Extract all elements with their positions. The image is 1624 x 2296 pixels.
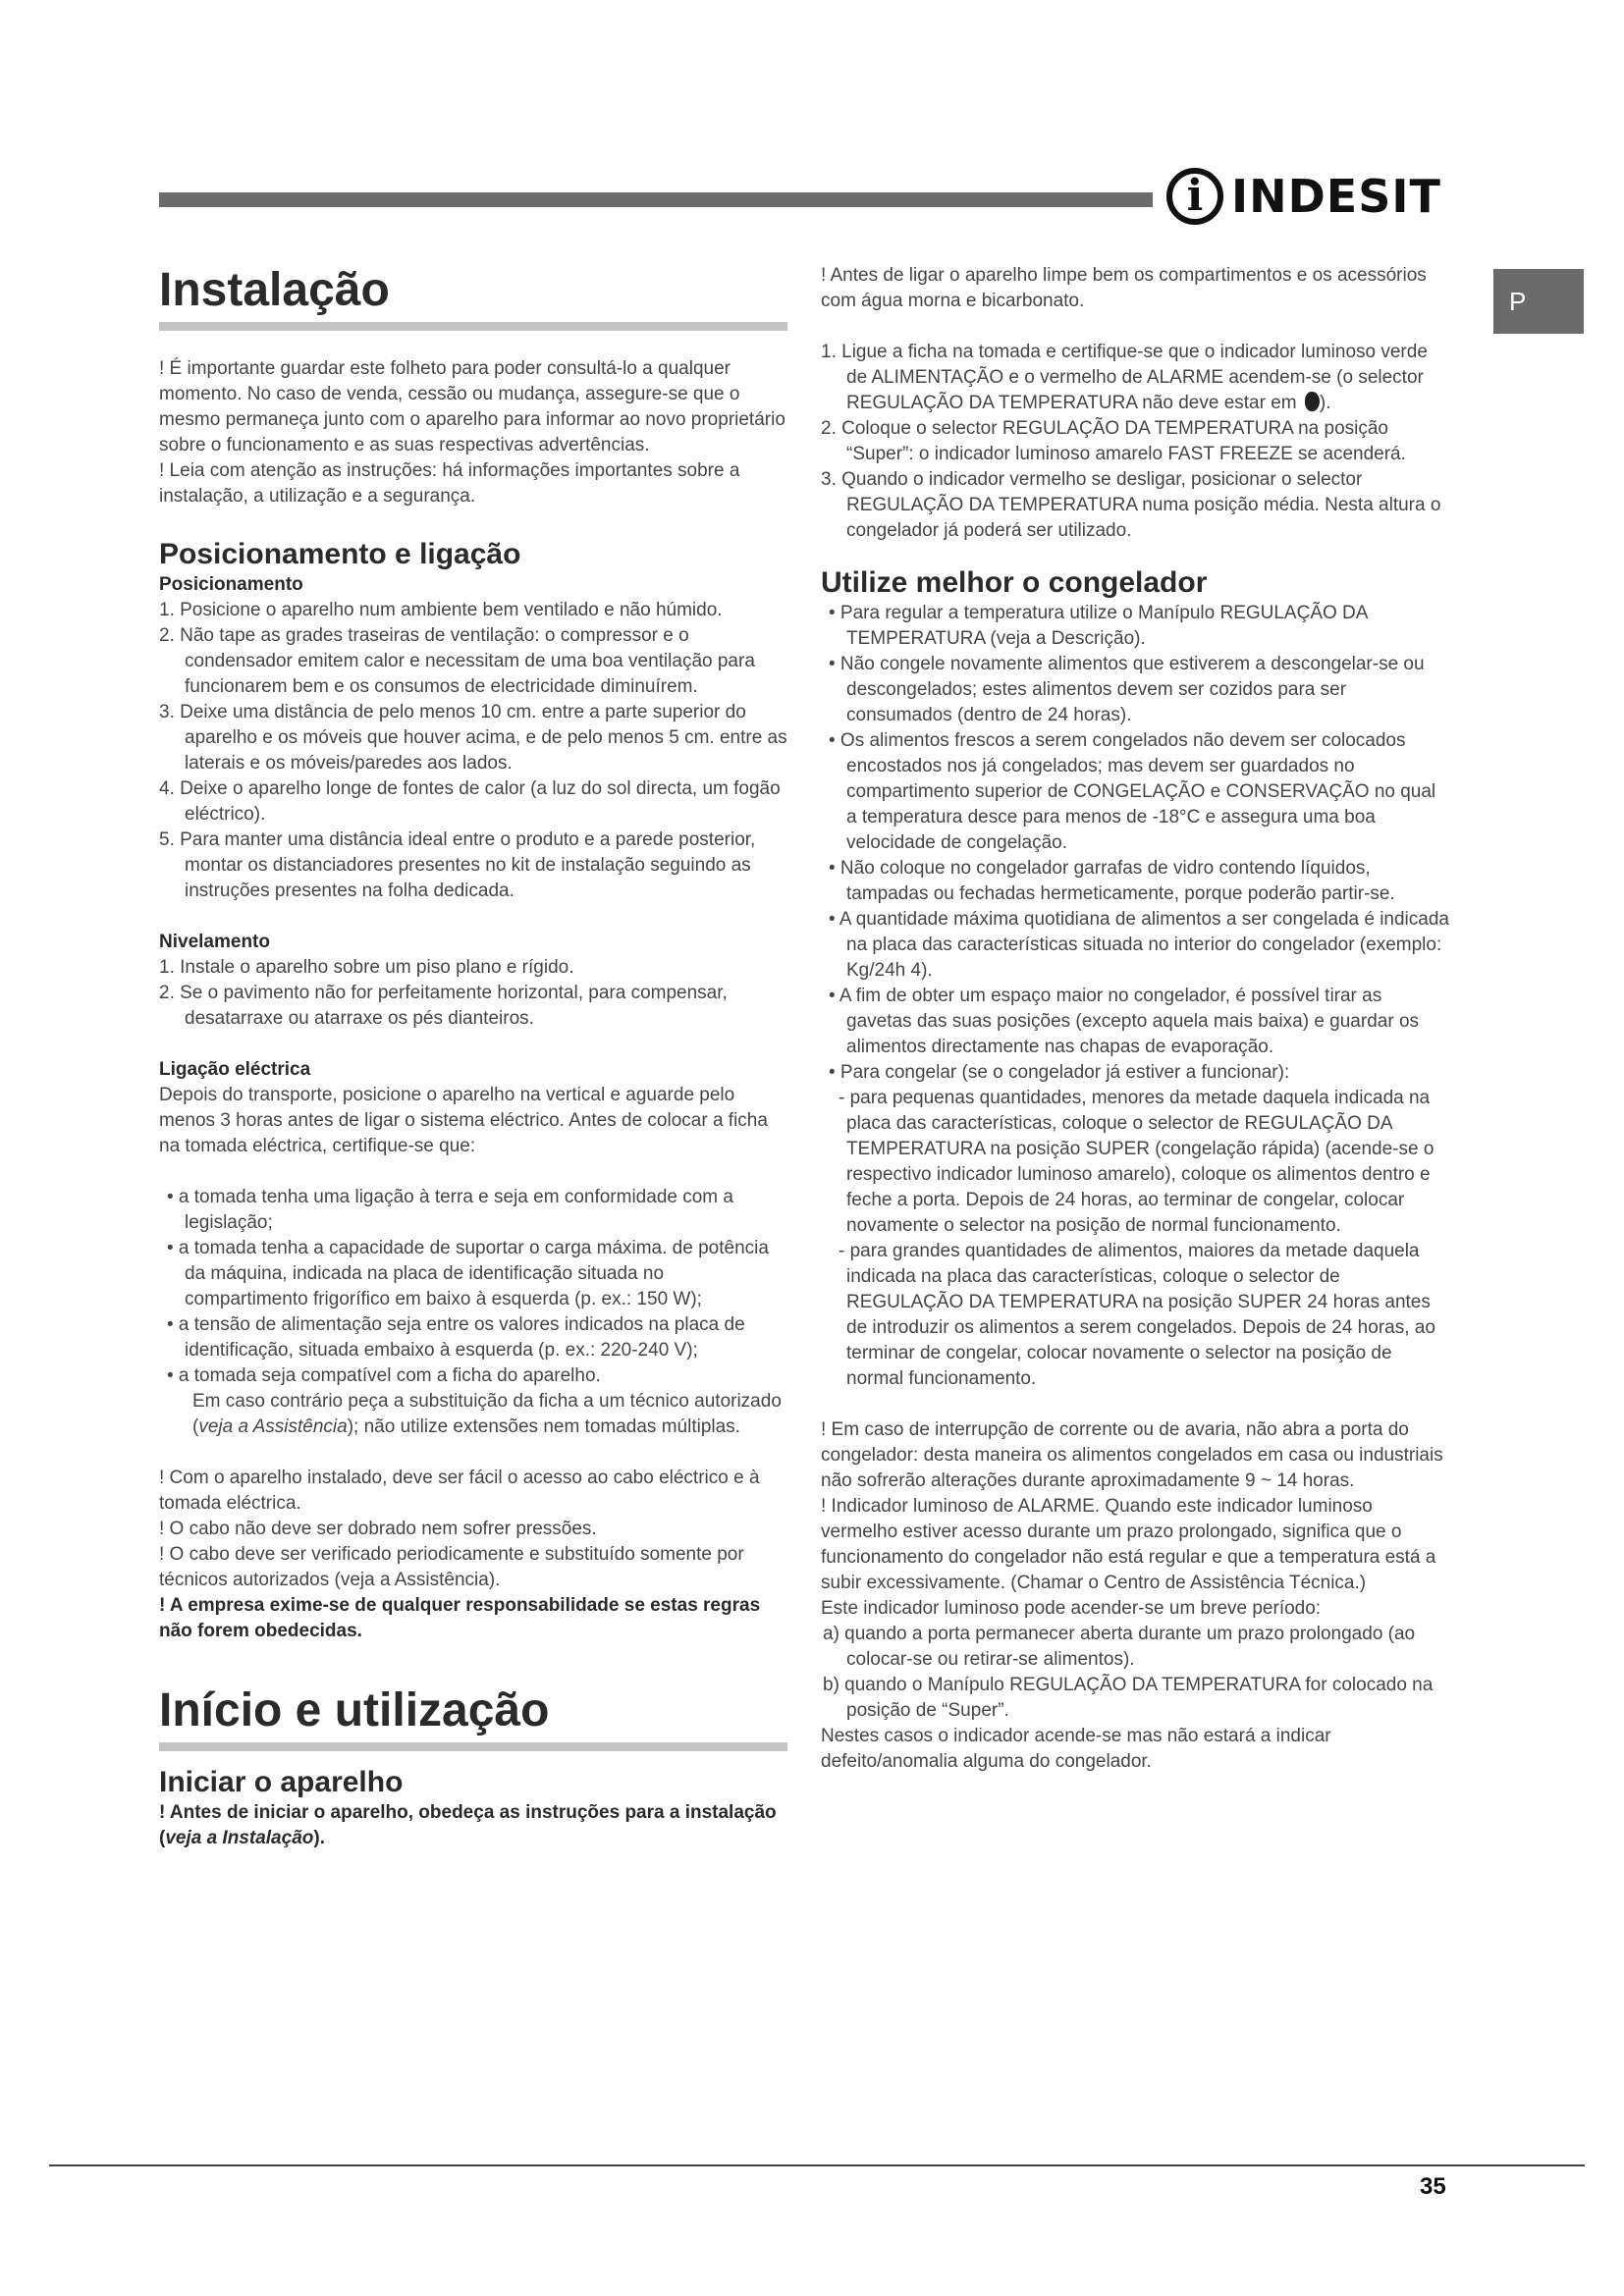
list-item: • a tomada tenha uma ligação à terra e seja em conformidade com a legislação; [167, 1187, 733, 1233]
posicionamento-list [159, 598, 787, 904]
warning-text: ! O cabo não deve ser dobrado nem sofrer pressões. [159, 1519, 597, 1539]
step-text: 1. Ligue a ficha na tomada e certifique-se que o indicador luminoso verde de ALIMENTAÇÃO e o vermelho de ALARME acendem-se (o selector REGULAÇÃO DA TEMPERATURA não deve estar em [821, 342, 1428, 413]
iniciar-note-text: ). [313, 1828, 325, 1848]
indesit-logo [1166, 159, 1441, 233]
ligacao-extra-text: ); não utilize extensões nem tomadas múltiplas. [347, 1416, 740, 1437]
instalacao-link[interactable]: veja a Instalação [165, 1828, 314, 1848]
right-column [821, 263, 1449, 1775]
page-number: 35 [1420, 2173, 1446, 2200]
ligacao-paragraph: Depois do transporte, posicione o aparelho na vertical e aguarde pelo menos 3 horas antes de ligar o sistema eléctrico. Antes de colocar a ficha na tomada eléctrica, certifique-se que: [159, 1085, 768, 1156]
subheading-posicionamento: Posicionamento [159, 574, 303, 595]
iniciar-note-text: ! Antes de iniciar o aparelho, obedeça as instruções para a instalação ( [159, 1802, 777, 1848]
list-item: 4. Deixe o aparelho longe de fontes de calor (a luz do sol directa, um fogão eléctrico). [159, 778, 781, 825]
alarm-warning: ! Indicador luminoso de ALARME. Quando este indicador luminoso vermelho estiver acesso durante um prazo prolongado, significa que o funcionamento do congelador não está regular e que a temperatura está a subir excessivamente. (Chamar o Centro de Assistência Técnica.) [821, 1496, 1436, 1593]
congelar-subitem: - para pequenas quantidades, menores da metade daquela indicada na placa das características, coloque o selector de REGULAÇÃO DA TEMPERATURA na posição SUPER (congelação rápida) (acende-se o respectivo indicador luminoso amarelo), coloque os alimentos dentro e feche a porta. Depois de 24 horas, ao terminar de congelar, colocar novamente o selector na posição de normal funcionamento. [839, 1088, 1435, 1236]
list-item: 2. Não tape as grades traseiras de ventilação: o compressor e o condensador emitem calor e necessitam de uma boa ventilação para funcionarem bem e os consumos de electricidade diminuírem. [159, 625, 755, 697]
closing-text: Nestes casos o indicador acende-se mas não estará a indicar defeito/anomalia alguma do congelador. [821, 1726, 1331, 1772]
outage-warning: ! Em caso de interrupção de corrente ou de avaria, não abra a porta do congelador: desta maneira os alimentos congelados em casa ou industriais não sofrerão alterações durante aproximadamente 9 ~ 14 horas. [821, 1419, 1443, 1491]
list-item: • Para congelar (se o congelador já estiver a funcionar): [829, 1062, 1290, 1083]
startup-steps [821, 340, 1449, 544]
subheading-nivelamento: Nivelamento [159, 932, 270, 952]
list-item: • Não congele novamente alimentos que estiverem a descongelar-se ou descongelados; estes alimentos devem ser cozidos para ser consumados (dentro de 24 horas). [829, 654, 1425, 725]
language-tab: P [1493, 269, 1584, 334]
list-item: • A quantidade máxima quotidiana de alimentos a ser congelada é indicada na placa das características situada no interior do congelador (exemplo: Kg/24h 4). [829, 909, 1449, 981]
brand-name: INDESIT [1231, 169, 1441, 223]
section-title-inicio: Início e utilização [159, 1683, 787, 1751]
utilize-list [821, 601, 1449, 1086]
ligacao-list [159, 1185, 787, 1389]
list-item: 2. Se o pavimento não for perfeitamente horizontal, para compensar, desatarraxe ou atarraxe os pés dianteiros. [159, 983, 728, 1029]
iniciar-note [159, 1800, 787, 1851]
list-item: 3. Deixe uma distância de pelo menos 10 cm. entre a parte superior do aparelho e os móveis que houver acima, e de pelo menos 5 cm. entre as laterais e os móveis/paredes aos lados. [159, 702, 787, 774]
ligacao-extra [159, 1389, 787, 1440]
list-item: 5. Para manter uma distância ideal entre o produto e a parede posterior, montar os distanciadores presentes no kit de instalação seguindo as instruções presentes na folha dedicada. [159, 829, 756, 901]
footer-rule [49, 2164, 1585, 2166]
warning-text: ! Com o aparelho instalado, deve ser fácil o acesso ao cabo eléctrico e à tomada eléctrica. [159, 1468, 760, 1514]
step-text-end: ). [1319, 393, 1331, 413]
list-item: 2. Coloque o selector REGULAÇÃO DA TEMPERATURA na posição “Super”: o indicador luminoso amarelo FAST FREEZE se acenderá. [821, 418, 1406, 464]
ligacao-extra-text: Em caso contrário peça a substituição da ficha a um técnico autorizado ( [192, 1391, 782, 1437]
list-item: • a tensão de alimentação seja entre os valores indicados na placa de identificação, situada embaixo à esquerda (p. ex.: 220-240 V); [167, 1314, 745, 1361]
left-column [159, 263, 787, 1851]
header-bar [159, 192, 1153, 207]
alarm-case: b) quando o Manípulo REGULAÇÃO DA TEMPERATURA for colocado na posição de “Super”. [823, 1675, 1434, 1721]
list-item: • a tomada seja compatível com a ficha do aparelho. [167, 1365, 601, 1386]
list-item: • Não coloque no congelador garrafas de vidro contendo líquidos, tampadas ou fechadas hermeticamente, porque poderão partir-se. [829, 858, 1395, 904]
brand-i-icon: i [1166, 168, 1223, 225]
off-position-icon [1305, 392, 1320, 411]
intro-paragraph: ! Leia com atenção as instruções: há informações importantes sobre a instalação, a utilização e a segurança. [159, 460, 740, 507]
list-item: 1. Instale o aparelho sobre um piso plano e rígido. [159, 957, 574, 978]
nivelamento-list [159, 955, 787, 1032]
assistencia-link[interactable]: veja a Assistência [198, 1416, 348, 1437]
alarm-brief: Este indicador luminoso pode acender-se um breve período: [821, 1598, 1322, 1619]
intro-paragraph: ! É importante guardar este folheto para poder consultá-lo a qualquer momento. No caso de venda, cessão ou mudança, assegure-se que o mesmo permaneça junto com o aparelho para informar ao novo proprietário sobre o funcionamento e as suas respectivas advertências. [159, 358, 785, 455]
heading-posicionamento-ligacao: Posicionamento e ligação [159, 538, 521, 570]
warning-text: ! O cabo deve ser verificado periodicamente e substituído somente por técnicos autorizados (veja a Assistência). [159, 1544, 744, 1590]
section-title-instalacao: Instalação [159, 263, 787, 331]
list-item: • Os alimentos frescos a serem congelados não devem ser colocados encostados nos já congelados; mas devem ser guardados no compartimento superior de CONGELAÇÃO e CONSERVAÇÃO no qual a temperatura desce para menos de -18°C e assegura uma boa velocidade de congelação. [829, 730, 1436, 853]
list-item: • a tomada tenha a capacidade de suportar o carga máxima. de potência da máquina, indicada na placa de identificação situada no compartimento frigorífico em baixo à esquerda (p. ex.: 150 W); [167, 1238, 769, 1309]
subheading-ligacao-electrica: Ligação eléctrica [159, 1059, 311, 1080]
list-item [821, 340, 1449, 416]
list-item: • Para regular a temperatura utilize o Manípulo REGULAÇÃO DA TEMPERATURA (veja a Descrição). [829, 603, 1368, 649]
list-item: 1. Posicione o aparelho num ambiente bem ventilado e não húmido. [159, 600, 723, 620]
warning-bold: ! A empresa exime-se de qualquer responsabilidade se estas regras não forem obedecidas. [159, 1595, 761, 1641]
congelar-subitem: - para grandes quantidades de alimentos, maiores da metade daquela indicada na placa das características, coloque o selector de REGULAÇÃO DA TEMPERATURA na posição SUPER 24 horas antes de introduzir os alimentos a serem congelados. Depois de 24 horas, ao terminar de congelar, colocar novamente o selector na posição de normal funcionamento. [839, 1241, 1435, 1389]
heading-utilize-congelador: Utilize melhor o congelador [821, 566, 1208, 599]
right-intro: ! Antes de ligar o aparelho limpe bem os compartimentos e os acessórios com água morna e bicarbonato. [821, 265, 1427, 311]
alarm-case: a) quando a porta permanecer aberta durante um prazo prolongado (ao colocar-se ou retirar-se alimentos). [823, 1624, 1416, 1670]
list-item: 3. Quando o indicador vermelho se desligar, posicionar o selector REGULAÇÃO DA TEMPERATURA numa posição média. Nesta altura o congelador já poderá ser utilizado. [821, 469, 1441, 541]
list-item: • A fim de obter um espaço maior no congelador, é possível tirar as gavetas das suas posições (excepto aquela mais baixa) e guardar os alimentos directamente nas chapas de evaporação. [829, 986, 1420, 1057]
heading-iniciar-aparelho: Iniciar o aparelho [159, 1766, 404, 1798]
